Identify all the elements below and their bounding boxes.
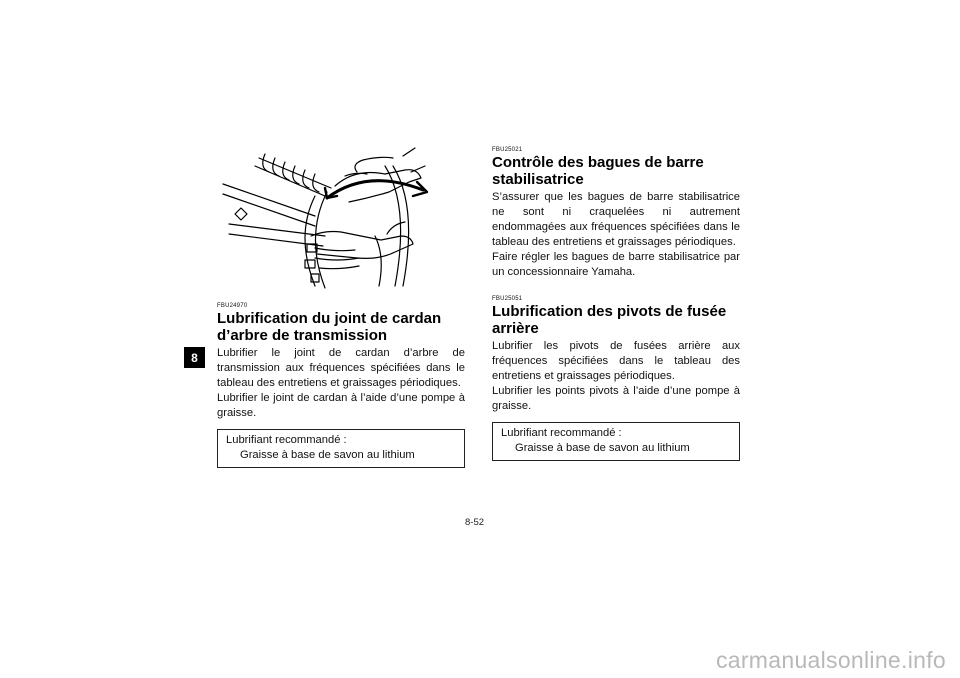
section-heading: Lubrification des pivots de fusée arrière [492,302,727,337]
watermark: carmanualsonline.info [715,647,946,673]
section-heading: Lubrification du joint de cardan d’arbre de transmission [217,310,442,344]
lubricant-value: Graisse à base de savon au lithium [240,449,415,462]
lubricant-value: Graisse à base de savon au lithium [515,442,690,455]
right-column [492,146,740,461]
left-column [217,302,465,468]
section-code: FBU24970 [217,303,248,309]
section-code: FBU25051 [492,295,523,302]
section-code: FBU25021 [492,147,523,153]
hands-checking-wheel-illustration [215,136,465,291]
section-body: Lubrifier le joint de cardan d’arbre de transmission aux fréquences spécifiées dans le tableau des entretiens et graissages périodiques. Lubrifier le joint de cardan à l’aide d’une pompe à graisse. [217,347,465,420]
lubricant-label: Lubrifiant recommandé : [501,427,622,440]
lubricant-label: Lubrifiant recommandé : [226,434,347,447]
page-number: 8-52 [465,517,485,528]
lubricant-box [217,429,465,468]
lubricant-box [492,422,740,461]
chapter-tab: 8 [184,347,205,368]
section-body: S’assurer que les bagues de barre stabilisatrice ne sont ni craquelées ni autrement endommagées aux fréquences spécifiées dans le tableau des entretiens et graissages périodiques. Faire régler les bagues de barre stabilisatrice par un concessionnaire Yamaha. [492,191,740,279]
section-heading: Contrôle des bagues de barre stabilisatrice [492,154,704,188]
section-body: Lubrifier les pivots de fusées arrière aux fréquences spécifiées dans le tableau des entretiens et graissages périodiques. Lubrifier les points pivots à l’aide d’une pompe à graisse. [492,339,740,412]
